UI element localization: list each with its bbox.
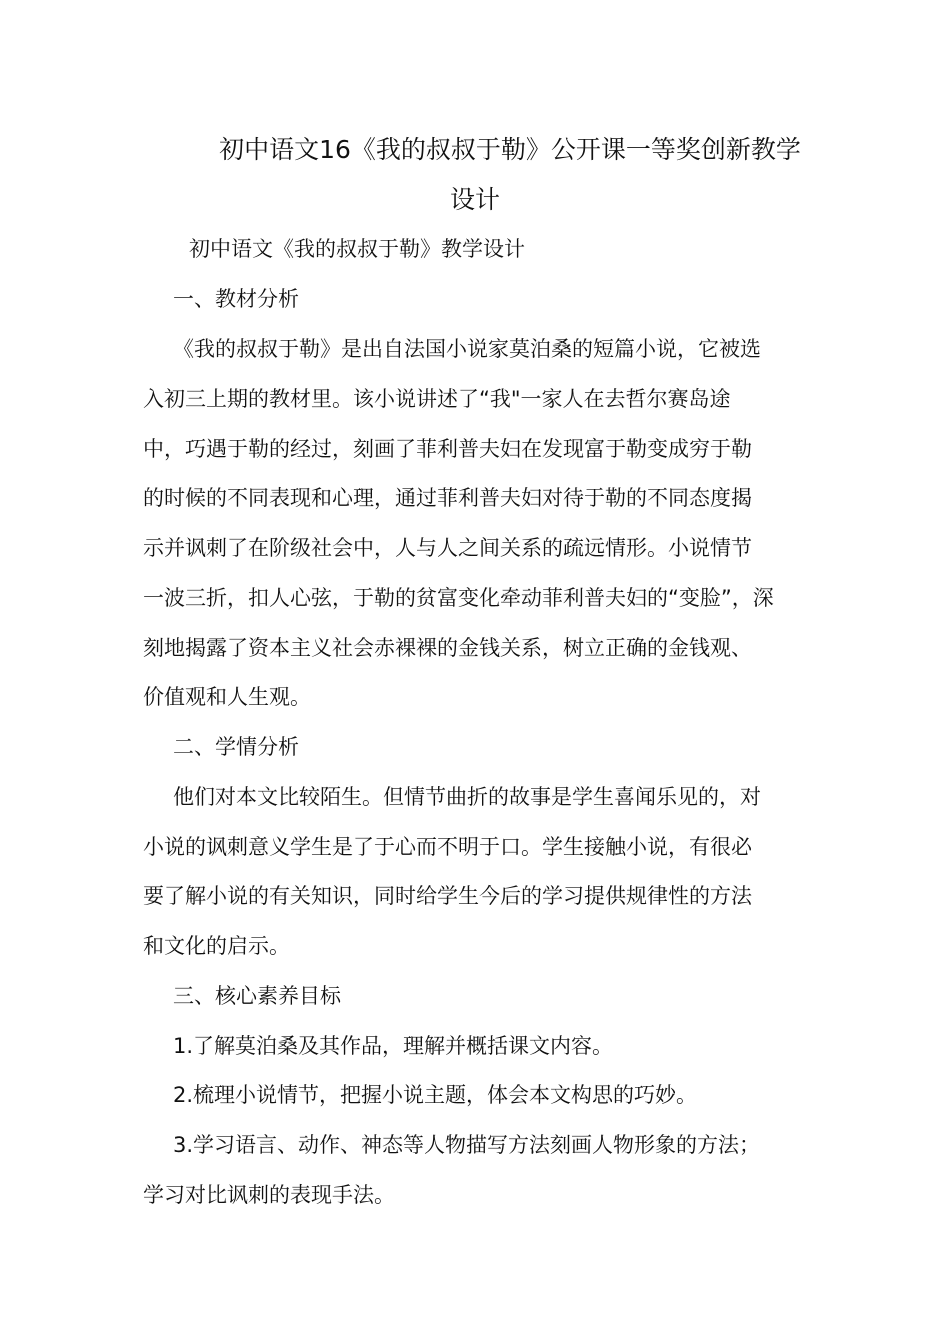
paragraph-line: 刻地揭露了资本主义社会赤裸裸的金钱关系，树立正确的金钱观、 bbox=[143, 636, 752, 660]
paragraph-line: 要了解小说的有关知识，同时给学生今后的学习提供规律性的方法 bbox=[143, 884, 752, 908]
paragraph-line: 小说的讽刺意义学生是了于心而不明于口。学生接触小说，有很必 bbox=[143, 835, 752, 859]
goal-item-2: 2.梳理小说情节，把握小说主题，体会本文构思的巧妙。 bbox=[173, 1083, 698, 1107]
goal-item-1: 1.了解莫泊桑及其作品，理解并概括课文内容。 bbox=[173, 1034, 614, 1058]
paragraph-line: 价值观和人生观。 bbox=[143, 685, 311, 709]
section-heading-student-analysis: 二、学情分析 bbox=[173, 735, 299, 759]
paragraph-line: 示并讽刺了在阶级社会中，人与人之间关系的疏远情形。小说情节 bbox=[143, 536, 752, 560]
paragraph-line: 《我的叔叔于勒》是出自法国小说家莫泊桑的短篇小说，它被选 bbox=[173, 337, 761, 361]
section-heading-textbook-analysis: 一、教材分析 bbox=[173, 287, 299, 311]
document-title-line-2: 设计 bbox=[449, 185, 500, 214]
goal-item-3-continued: 学习对比讽刺的表现手法。 bbox=[143, 1183, 395, 1207]
paragraph-line: 他们对本文比较陌生。但情节曲折的故事是学生喜闻乐见的，对 bbox=[173, 785, 761, 809]
paragraph-line: 和文化的启示。 bbox=[143, 934, 290, 958]
paragraph-line: 中，巧遇于勒的经过，刻画了菲利普夫妇在发现富于勒变成穷于勒 bbox=[143, 437, 752, 461]
paragraph-line: 的时候的不同表现和心理，通过菲利普夫妇对待于勒的不同态度揭 bbox=[143, 486, 752, 510]
document-title-line-1: 初中语文16《我的叔叔于勒》公开课一等奖创新教学 bbox=[219, 135, 801, 164]
section-heading-core-goals: 三、核心素养目标 bbox=[173, 984, 341, 1008]
goal-item-3: 3.学习语言、动作、神态等人物描写方法刻画人物形象的方法； bbox=[173, 1133, 761, 1157]
paragraph-line: 一波三折，扣人心弦，于勒的贫富变化牵动菲利普夫妇的“变脸”，深 bbox=[143, 586, 774, 610]
paragraph-line: 入初三上期的教材里。该小说讲述了“我"一家人在去哲尔赛岛途 bbox=[143, 387, 731, 411]
document-subtitle: 初中语文《我的叔叔于勒》教学设计 bbox=[189, 237, 525, 261]
